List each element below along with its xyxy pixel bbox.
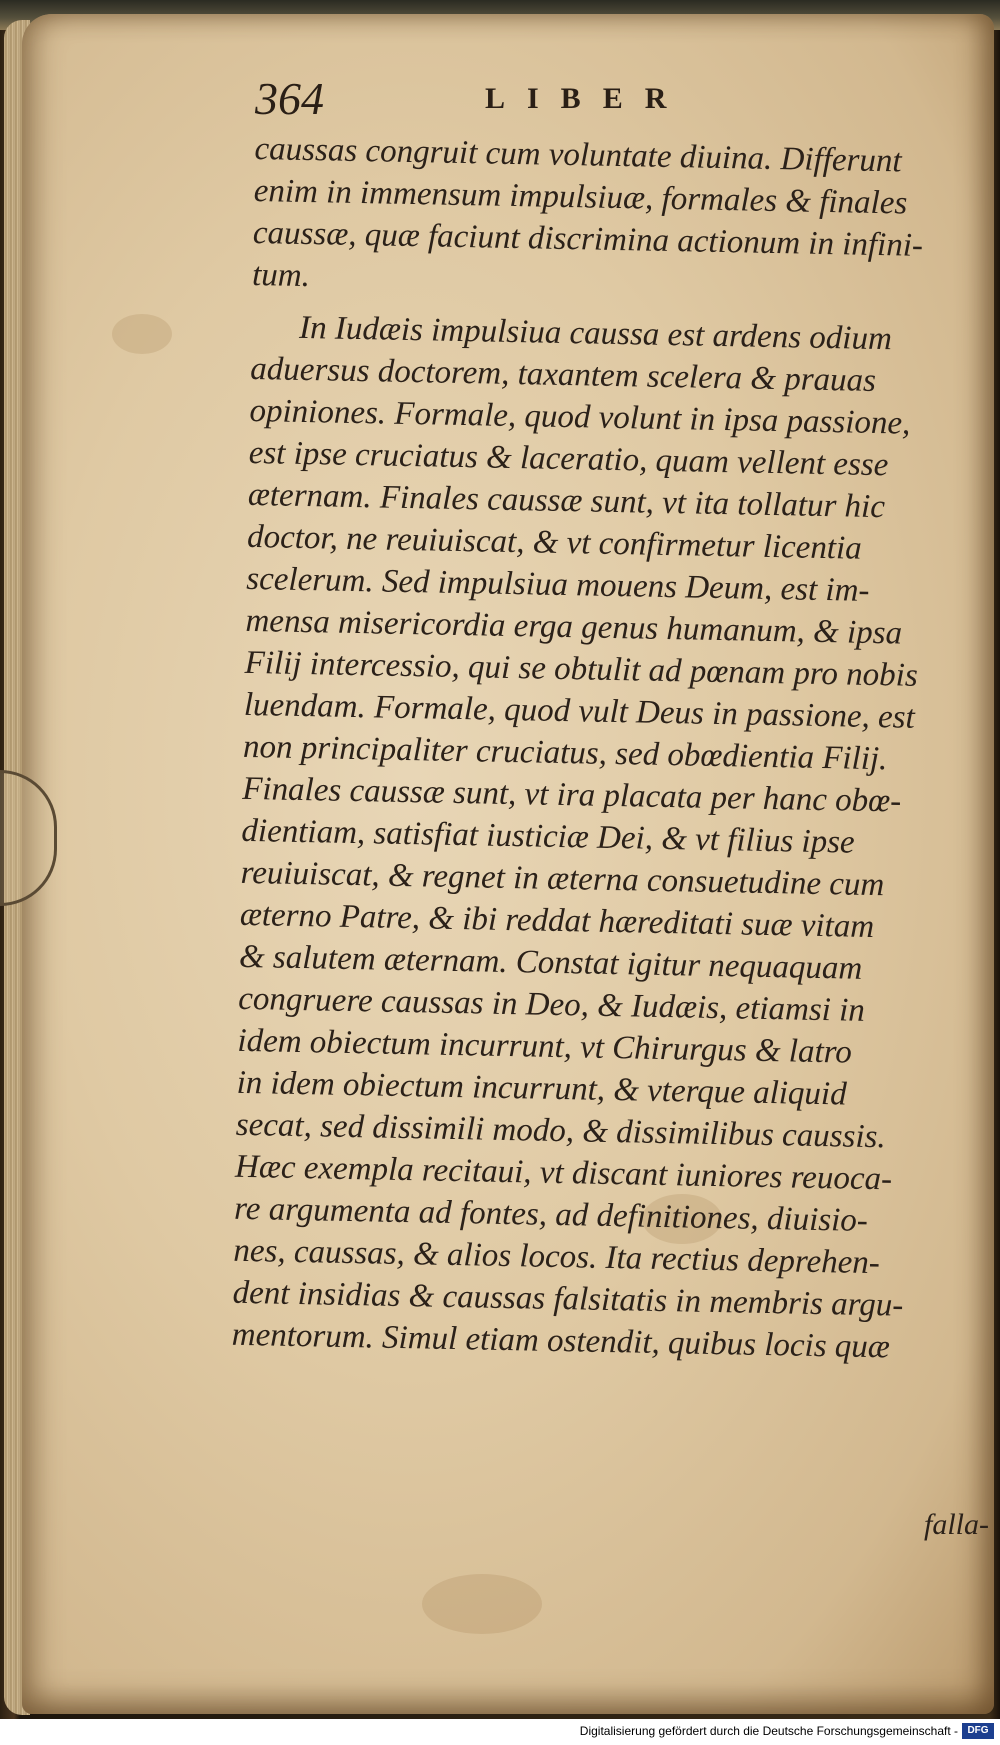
footer-bar (0, 1719, 1000, 1745)
text-line: non principaliter cruciatus, sed obœdientia Filij. (242, 728, 888, 778)
text-line: mentorum. Simul etiam ostendit, quibus locis quæ (231, 1316, 891, 1366)
text-line: mensa misericordia erga genus humanum, & ipsa (245, 602, 903, 652)
text-line: scelerum. Sed impulsiua mouens Deum, est im- (245, 560, 870, 609)
text-line: caussas congruit cum voluntate diuina. Differunt (254, 130, 902, 180)
text-line: congruere caussas in Deo, & Iudæis, etiamsi in (237, 980, 866, 1029)
text-line: dent insidias & caussas falsitatis in membris argu- (232, 1274, 904, 1324)
text-line: reuiuiscat, & regnet in æterna consuetudine cum (240, 854, 885, 904)
footer-credit: Digitalisierung gefördert durch die Deutsche Forschungsgemeinschaft - (579, 1724, 958, 1738)
text-line: tum. (251, 256, 311, 295)
dfg-logo: DFG (962, 1723, 994, 1739)
paper-stain (112, 314, 172, 354)
text-line: caussæ, quæ faciunt discrimina actionum in infini- (252, 214, 924, 264)
text-line: in idem obiectum incurrunt, & vterque aliquid (236, 1064, 848, 1113)
text-line: æternam. Finales caussæ sunt, vt ita tollatur hic (247, 476, 886, 526)
body-text (231, 128, 974, 1370)
page-header (255, 72, 775, 132)
text-line: nes, caussas, & alios locos. Ita rectius deprehen- (233, 1232, 881, 1282)
text-line: dientiam, satisfiat iusticiæ Dei, & vt filius ipse (241, 812, 855, 861)
text-line: opiniones. Formale, quod volunt in ipsa passione, (249, 392, 911, 442)
text-line: æterno Patre, & ibi reddat hæreditati suæ vitam (239, 896, 875, 946)
text-line: aduersus doctorem, taxantem scelera & prauas (250, 350, 877, 399)
text-line: idem obiectum incurrunt, vt Chirurgus & latro (237, 1022, 853, 1071)
catchword: falla- (924, 1508, 989, 1541)
text-line: secat, sed dissimili modo, & dissimilibus caussis. (235, 1106, 887, 1156)
text-line: luendam. Formale, quod vult Deus in passione, est (243, 686, 916, 736)
text-line: est ipse cruciatus & laceratio, quam vellent esse (248, 434, 889, 484)
running-head: LIBER (485, 82, 689, 115)
text-line: In Iudæis impulsiua caussa est ardens odium (298, 309, 893, 358)
text-line: re argumenta ad fontes, ad definitiones, diuisio- (233, 1190, 869, 1239)
text-line: Finales caussæ sunt, vt ira placata per hanc obœ- (241, 770, 902, 820)
page-number: 364 (255, 73, 324, 124)
text-line: Hæc exempla recitaui, vt discant iuniores reuoca- (234, 1148, 893, 1198)
paper-stain (422, 1574, 542, 1634)
text-line: enim in immensum impulsiuæ, formales & finales (253, 172, 908, 222)
text-line: Filij intercessio, qui se obtulit ad pœnam pro nobis (244, 644, 919, 694)
text-line: doctor, ne reuiuiscat, & vt confirmetur licentia (246, 518, 863, 567)
text-line: & salutem æternam. Constat igitur nequaquam (238, 938, 863, 987)
